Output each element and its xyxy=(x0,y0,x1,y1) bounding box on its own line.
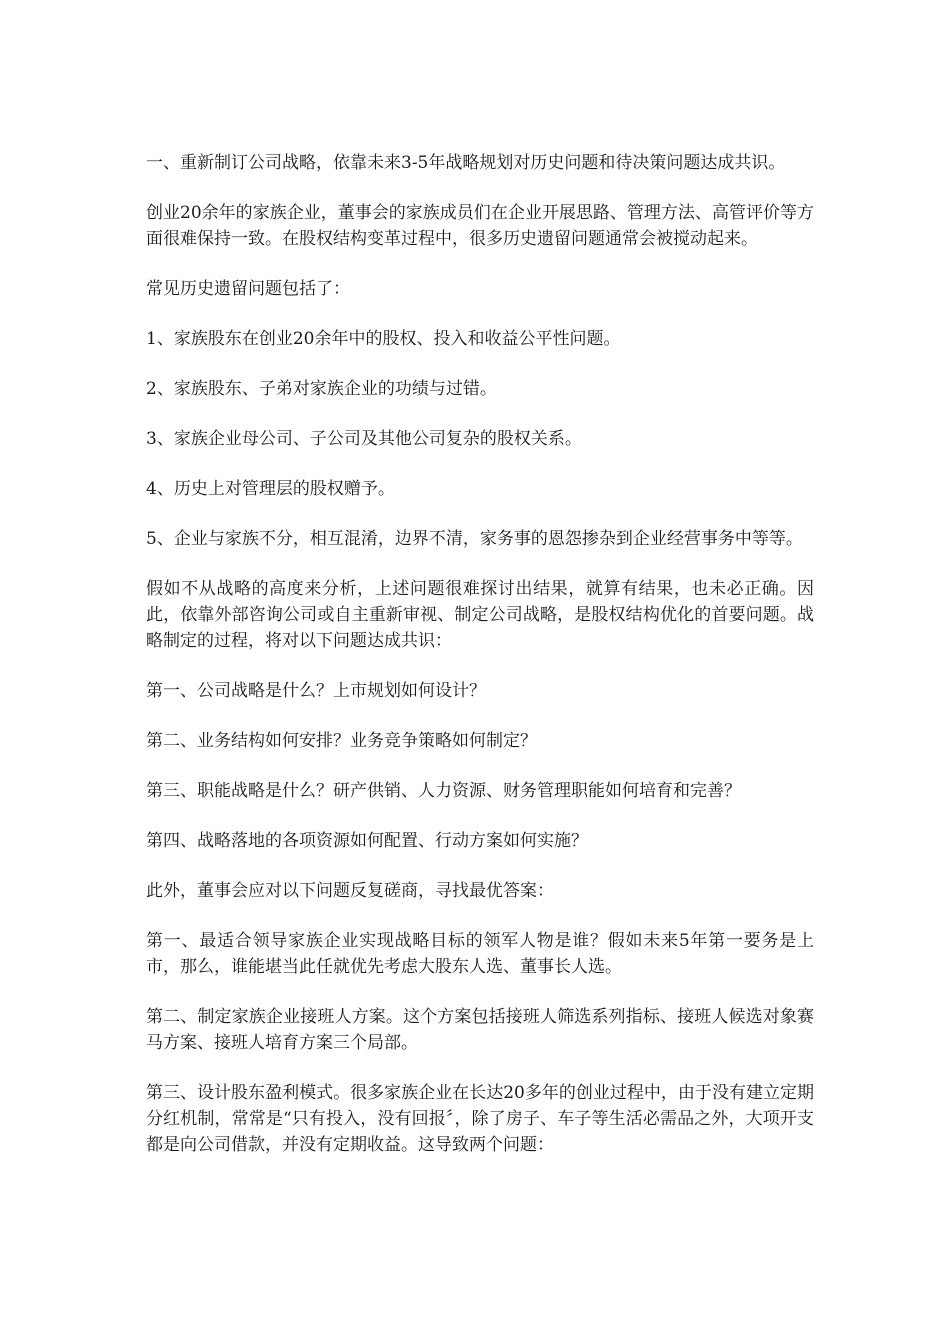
list-item-board-2: 第二、制定家族企业接班人方案。这个方案包括接班人筛选系列指标、接班人候选对象赛马方案、接班人培育方案三个局部。 xyxy=(146,1007,814,1053)
list-item-consensus-3: 第三、职能战略是什么？研产供销、人力资源、财务管理职能如何培育和完善？ xyxy=(146,781,741,801)
document-body xyxy=(146,150,814,1182)
paragraph-strategy-analysis: 假如不从战略的高度来分析，上述问题很难探讨出结果，就算有结果，也未必正确。因此，依靠外部咨询公司或自主重新审视、制定公司战略，是股权结构优化的首要问题。战略制定的过程，将对以下问题达成共识： xyxy=(146,579,814,651)
list-item-issue-1: 1、家族股东在创业20余年中的股权、投入和收益公平性问题。 xyxy=(146,329,621,349)
list-item-issue-5: 5、企业与家族不分，相互混淆，边界不清，家务事的恩怨掺杂到企业经营事务中等等。 xyxy=(146,529,803,549)
list-item-consensus-1: 第一、公司战略是什么？上市规划如何设计？ xyxy=(146,681,486,701)
paragraph-issues-lead: 常见历史遗留问题包括了： xyxy=(146,279,350,299)
list-item-issue-2: 2、家族股东、子弟对家族企业的功绩与过错。 xyxy=(146,379,497,399)
list-item-consensus-2: 第二、业务结构如何安排？业务竞争策略如何制定？ xyxy=(146,731,537,751)
paragraph-board-lead: 此外，董事会应对以下问题反复磋商，寻找最优答案： xyxy=(146,881,554,901)
list-item-issue-3: 3、家族企业母公司、子公司及其他公司复杂的股权关系。 xyxy=(146,429,582,449)
paragraph-intro: 创业20余年的家族企业，董事会的家族成员们在企业开展思路、管理方法、高管评价等方面很难保持一致。在股权结构变革过程中，很多历史遗留问题通常会被搅动起来。 xyxy=(146,203,814,249)
list-item-issue-4: 4、历史上对管理层的股权赠予。 xyxy=(146,479,395,499)
list-item-board-3: 第三、设计股东盈利模式。很多家族企业在长达20多年的创业过程中，由于没有建立定期分红机制，常常是“只有投入，没有回报〞，除了房子、车子等生活必需品之外，大项开支都是向公司借款，并没有定期收益。这导致两个问题： xyxy=(146,1083,814,1155)
heading-section-one: 一、重新制订公司战略，依靠未来3-5年战略规划对历史问题和待决策问题达成共识。 xyxy=(146,153,786,173)
list-item-board-1: 第一、最适合领导家族企业实现战略目标的领军人物是谁？假如未来5年第一要务是上市，那么，谁能堪当此任就优先考虑大股东人选、董事长人选。 xyxy=(146,931,814,977)
list-item-consensus-4: 第四、战略落地的各项资源如何配置、行动方案如何实施？ xyxy=(146,831,588,851)
